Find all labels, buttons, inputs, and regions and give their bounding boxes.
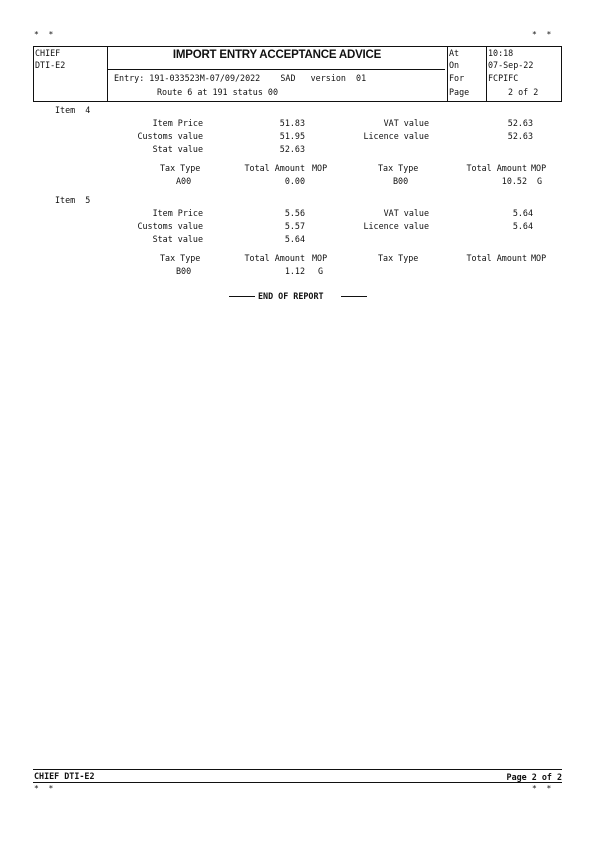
mop-header: MOP: [312, 163, 328, 173]
total-amount-header: Total Amount: [466, 253, 527, 263]
tax-type-header: Tax Type: [378, 253, 419, 263]
tax-mop: G: [318, 266, 324, 276]
footer-system: CHIEF DTI-E2: [34, 771, 95, 781]
corner-marks-bottom-right: * *: [532, 784, 552, 793]
system-name: CHIEF: [35, 48, 61, 58]
customs-value: 51.95: [279, 131, 305, 141]
tax-type-code: B00: [393, 176, 409, 186]
footer-rule-top: [33, 769, 562, 770]
vat-value: 52.63: [507, 118, 533, 128]
mop-header: MOP: [312, 253, 328, 263]
stat-value: 52.63: [279, 144, 305, 154]
page-value: 2 of 2: [508, 87, 539, 97]
item-price-label: Item Price: [152, 208, 203, 218]
corner-marks-bottom-left: * *: [34, 784, 54, 793]
at-label: At: [449, 48, 460, 58]
on-value: 07-Sep-22: [488, 60, 534, 70]
corner-marks-top-right: * *: [532, 30, 552, 39]
end-rule-right: [341, 296, 367, 297]
tax-amount: 10.52: [501, 176, 527, 186]
vat-value-label: VAT value: [383, 118, 429, 128]
tax-type-code: B00: [176, 266, 192, 276]
system-code: DTI-E2: [35, 60, 66, 70]
tax-mop: G: [537, 176, 543, 186]
item-label: Item 4: [55, 105, 91, 115]
tax-type-header: Tax Type: [160, 163, 201, 173]
on-label: On: [449, 60, 460, 70]
total-amount-header: Total Amount: [466, 163, 527, 173]
for-label: For: [449, 73, 465, 83]
item-price-value: 51.83: [279, 118, 305, 128]
item-price-value: 5.56: [284, 208, 305, 218]
stat-value: 5.64: [284, 234, 305, 244]
tax-type-code: A00: [176, 176, 192, 186]
tax-type-header: Tax Type: [378, 163, 419, 173]
page-label: Page: [449, 87, 470, 97]
licence-value: 52.63: [507, 131, 533, 141]
customs-value-label: Customs value: [137, 221, 203, 231]
item-price-label: Item Price: [152, 118, 203, 128]
tax-amount: 1.12: [284, 266, 305, 276]
mop-header: MOP: [531, 163, 547, 173]
tax-amount: 0.00: [284, 176, 305, 186]
customs-value-label: Customs value: [137, 131, 203, 141]
customs-value: 5.57: [284, 221, 305, 231]
route-line: Route 6 at 191 status 00: [157, 87, 279, 97]
vat-value: 5.64: [512, 208, 533, 218]
total-amount-header: Total Amount: [244, 163, 305, 173]
item-label: Item 5: [55, 195, 91, 205]
entry-line: Entry: 191-033523M-07/09/2022 SAD version 01: [114, 73, 367, 83]
for-value: FCPIFC: [488, 73, 519, 83]
stat-value-label: Stat value: [152, 234, 203, 244]
licence-value-label: Licence value: [363, 221, 429, 231]
report-title: IMPORT ENTRY ACCEPTANCE ADVICE: [172, 49, 382, 61]
vat-value-label: VAT value: [383, 208, 429, 218]
corner-marks-top-left: * *: [34, 30, 54, 39]
report-header: [33, 46, 562, 102]
end-of-report: END OF REPORT: [258, 291, 324, 301]
at-value: 10:18: [488, 48, 514, 58]
stat-value-label: Stat value: [152, 144, 203, 154]
licence-value-label: Licence value: [363, 131, 429, 141]
end-rule-left: [229, 296, 255, 297]
total-amount-header: Total Amount: [244, 253, 305, 263]
footer-page: Page 2 of 2: [506, 772, 562, 782]
licence-value: 5.64: [512, 221, 533, 231]
tax-type-header: Tax Type: [160, 253, 201, 263]
mop-header: MOP: [531, 253, 547, 263]
footer-rule-bottom: [33, 782, 562, 783]
